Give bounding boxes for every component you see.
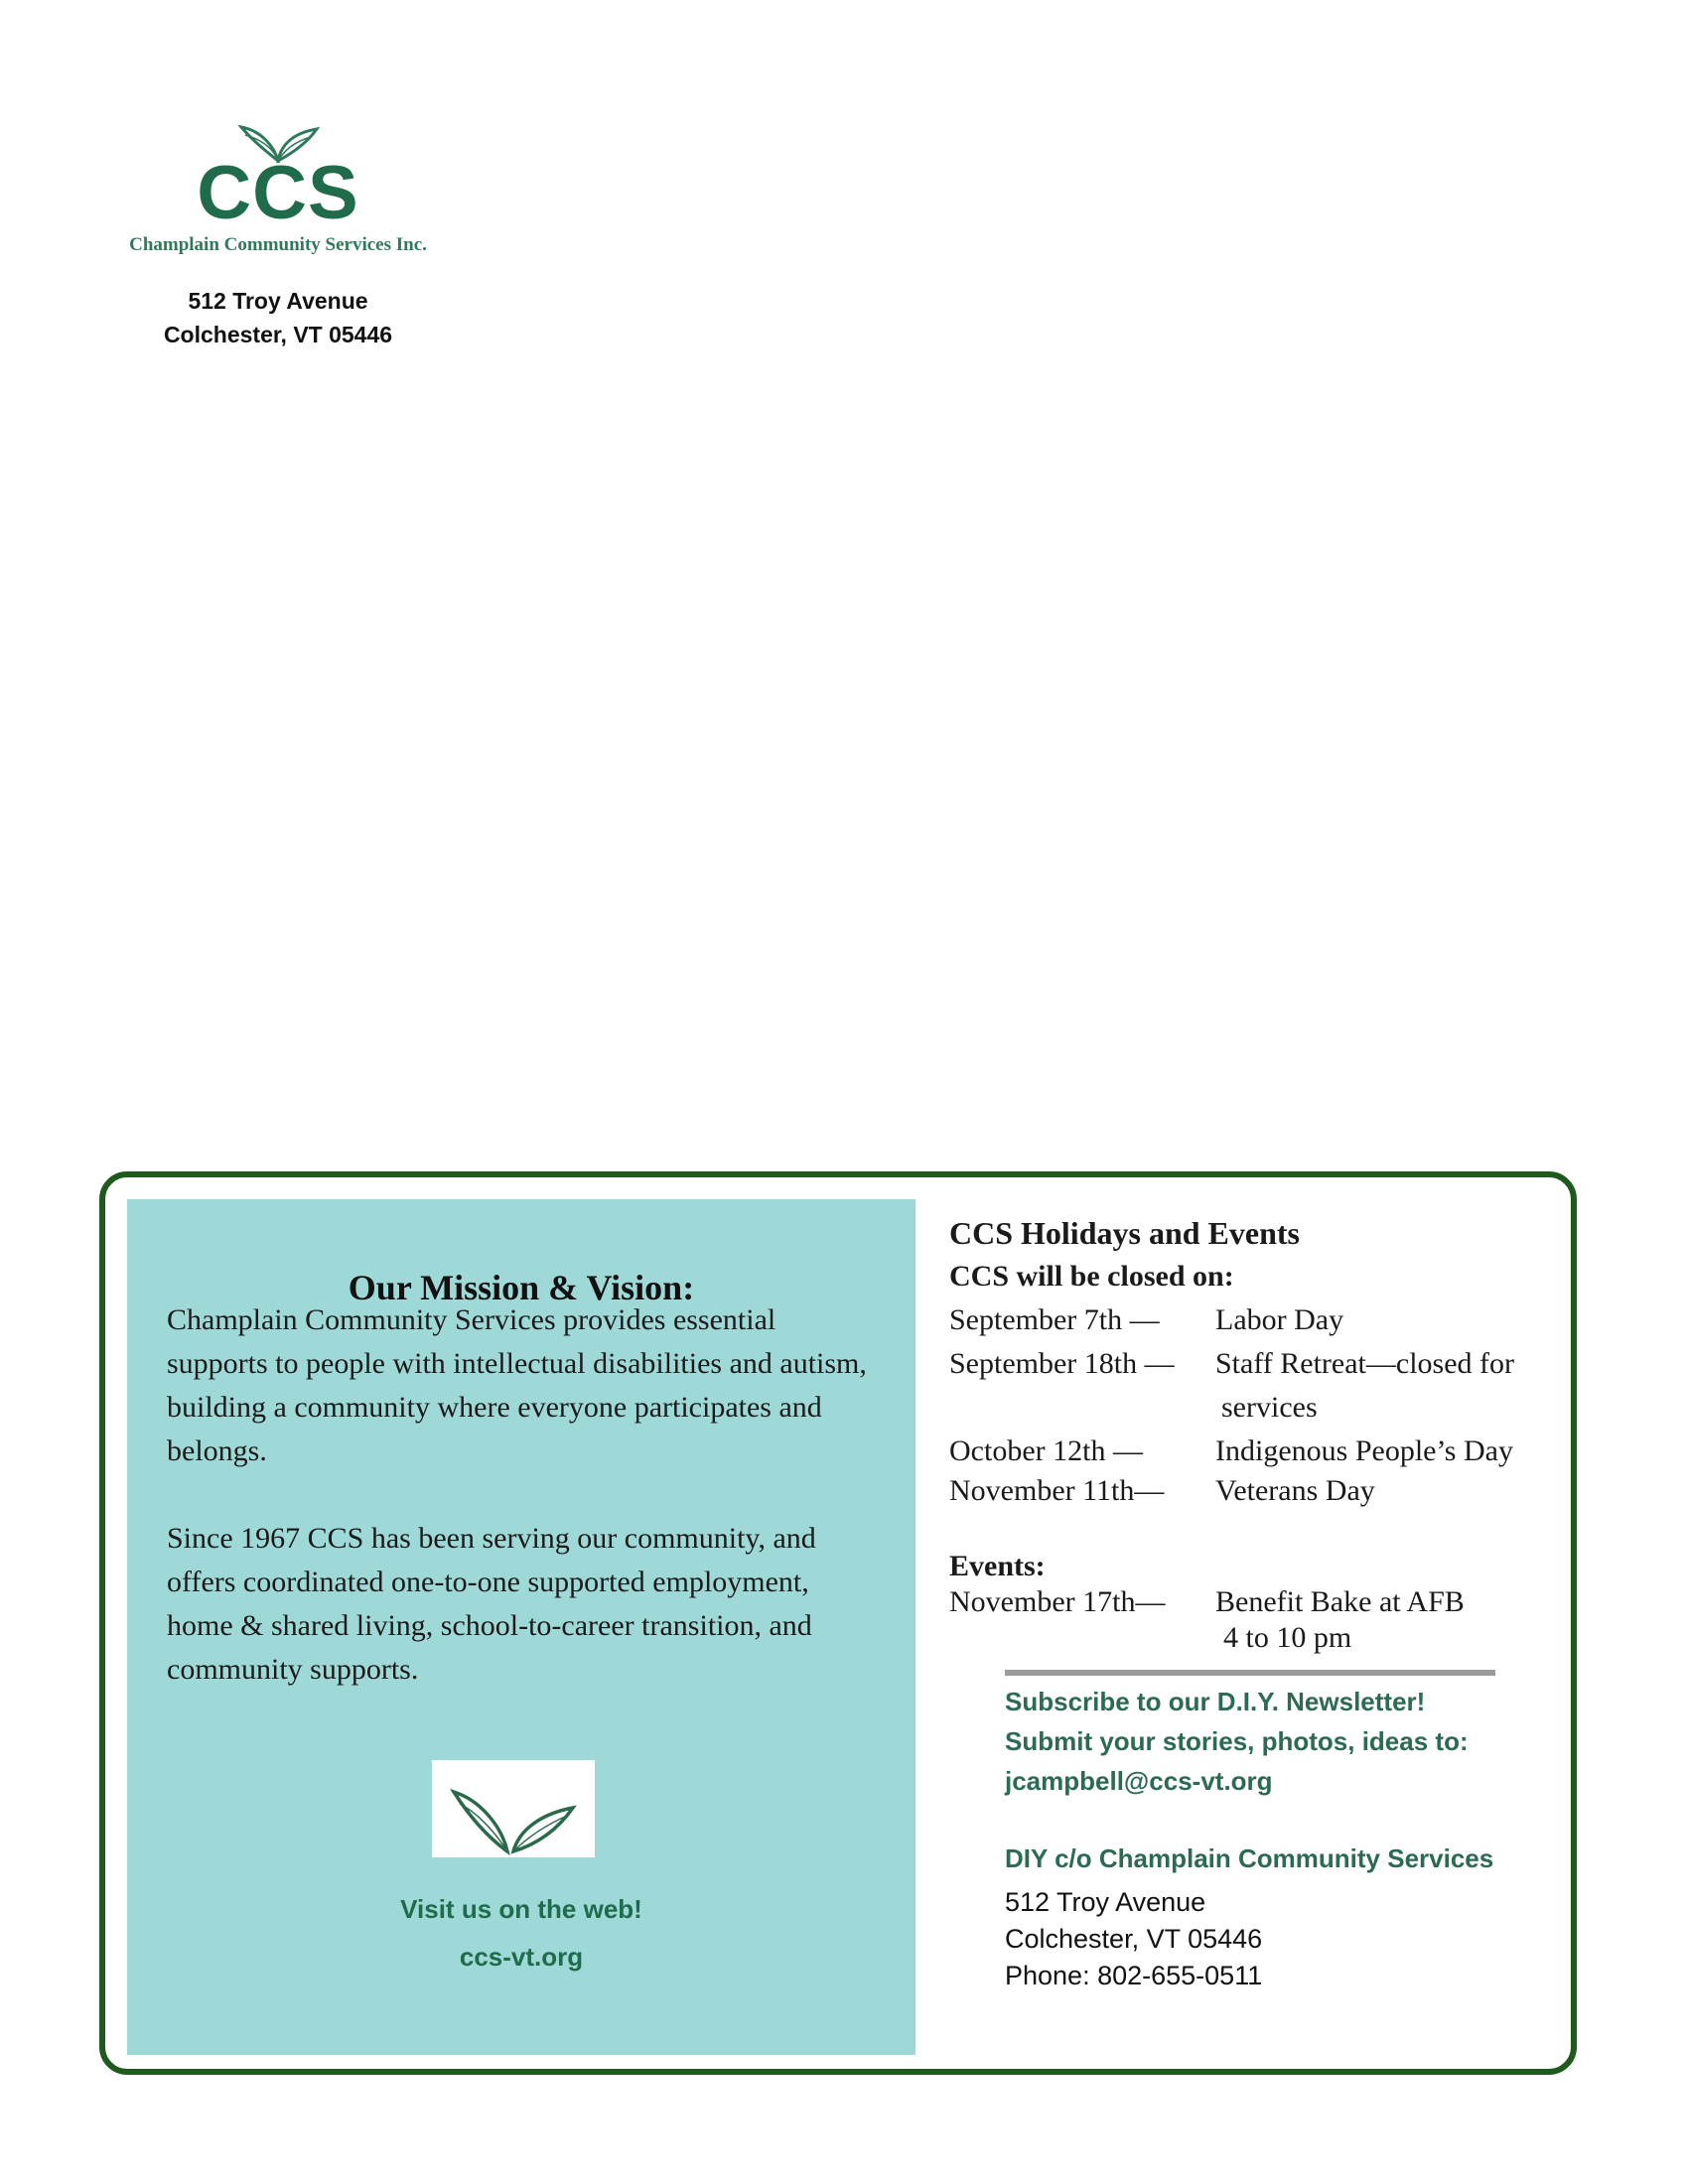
closure-date: October 12th — bbox=[949, 1434, 1143, 1467]
closure-name: Indigenous People’s Day bbox=[1215, 1434, 1513, 1467]
closure-row bbox=[949, 1430, 1565, 1473]
closure-row bbox=[949, 1342, 1565, 1386]
closure-date: September 18th — bbox=[949, 1347, 1175, 1380]
closure-name: Staff Retreat—closed for bbox=[1215, 1347, 1515, 1380]
submit-text: Submit your stories, photos, ideas to: bbox=[1005, 1726, 1469, 1756]
event-continuation: 4 to 10 pm bbox=[1223, 1621, 1352, 1654]
contact-phone: Phone: 802-655-0511 bbox=[1005, 1961, 1263, 1990]
mailer-panel bbox=[99, 1171, 1577, 2075]
mission-box bbox=[127, 1199, 915, 2055]
mission-body bbox=[167, 1298, 882, 1735]
closure-row bbox=[949, 1473, 1565, 1509]
event-date: November 17th— bbox=[949, 1585, 1166, 1618]
closed-heading: CCS will be closed on: bbox=[949, 1260, 1234, 1293]
logo-org-name: Champlain Community Services Inc. bbox=[129, 234, 427, 255]
mission-paragraph-2: Since 1967 CCS has been serving our community, and offers coordinated one-to-one supported employment, home & shared living, school-to-career transition, and community supports. bbox=[167, 1522, 816, 1686]
event-row bbox=[949, 1584, 1565, 1620]
visit-web-text: Visit us on the web! bbox=[400, 1894, 642, 1924]
closure-name: Labor Day bbox=[1215, 1303, 1344, 1336]
leaf-icon bbox=[432, 1760, 595, 1857]
events-heading: Events: bbox=[949, 1550, 1046, 1582]
spacer bbox=[949, 1509, 1565, 1549]
closure-row bbox=[949, 1298, 1565, 1342]
mission-title: Our Mission & Vision: bbox=[348, 1268, 695, 1307]
closure-name: Veterans Day bbox=[1215, 1474, 1375, 1507]
closure-continuation: services bbox=[1221, 1391, 1318, 1424]
website-link[interactable]: ccs-vt.org bbox=[459, 1942, 584, 1972]
event-name: Benefit Bake at AFB bbox=[1215, 1585, 1465, 1618]
diy-address-heading: DIY c/o Champlain Community Services bbox=[1005, 1843, 1494, 1873]
closure-date: November 11th— bbox=[949, 1474, 1165, 1507]
closure-row-continuation bbox=[949, 1386, 1565, 1430]
section-divider bbox=[1005, 1670, 1495, 1676]
event-row-continuation bbox=[949, 1620, 1565, 1656]
logo-wordmark: CCS bbox=[197, 151, 359, 235]
return-address bbox=[99, 284, 457, 351]
closure-date: September 7th — bbox=[949, 1303, 1160, 1336]
newsletter-contact bbox=[1005, 1682, 1561, 1994]
return-address-line2: Colchester, VT 05446 bbox=[163, 322, 393, 347]
subscribe-text: Subscribe to our D.I.Y. Newsletter! bbox=[1005, 1687, 1426, 1716]
return-address-line1: 512 Troy Avenue bbox=[188, 288, 368, 314]
contact-address-line2: Colchester, VT 05446 bbox=[1005, 1924, 1263, 1954]
spacer bbox=[1005, 1801, 1561, 1839]
events-title: CCS Holidays and Events bbox=[949, 1215, 1300, 1251]
letterhead bbox=[99, 109, 457, 351]
events-column bbox=[949, 1211, 1565, 1656]
leaf-image-tile bbox=[432, 1760, 595, 1857]
email-link[interactable]: jcampbell@ccs-vt.org bbox=[1005, 1766, 1273, 1796]
mission-paragraph-1: Champlain Community Services provides essential supports to people with intellectual disabilities and autism, building a community where everyone participates and belongs. bbox=[167, 1303, 867, 1467]
contact-address-line1: 512 Troy Avenue bbox=[1005, 1887, 1206, 1917]
